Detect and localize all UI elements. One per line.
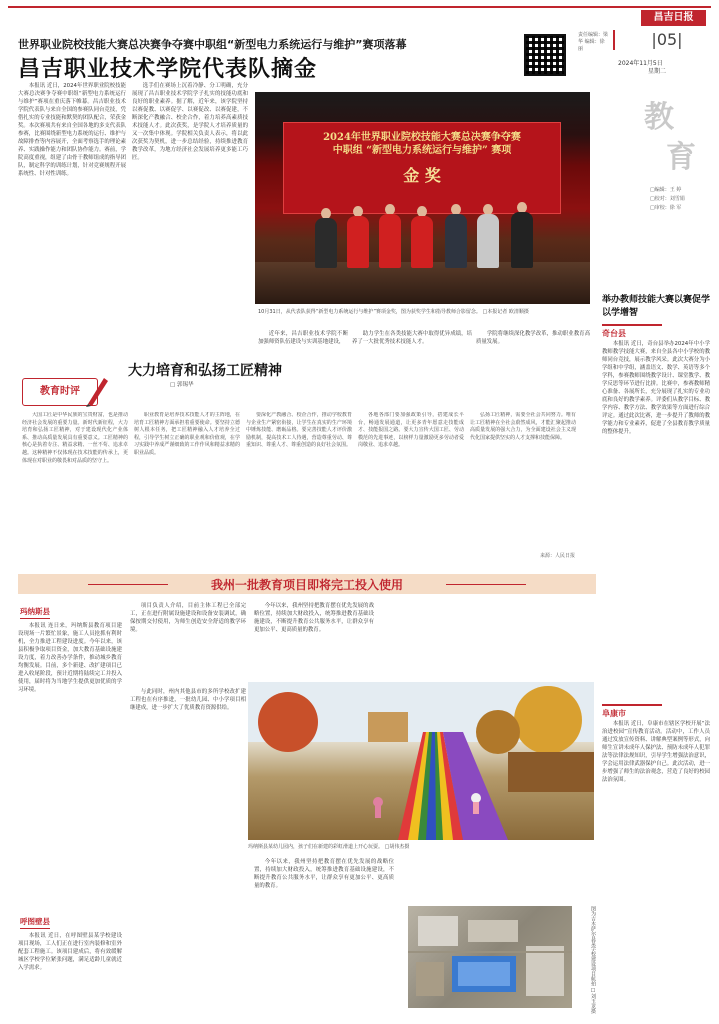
feature-title: 大力培育和弘扬工匠精神 — [128, 363, 282, 379]
issue-date: 2024年11月5日 — [618, 60, 663, 67]
credit-line: □审校：徐 军 — [650, 205, 682, 211]
section-glyph-2: 育 — [666, 140, 696, 175]
feature-column — [134, 412, 240, 552]
feature-body — [22, 412, 592, 552]
bottom-article-a-cont — [130, 602, 246, 682]
section-glyph-1: 教 — [644, 100, 674, 135]
person — [477, 214, 499, 268]
credit-line: □校对：刘雪娟 — [650, 196, 685, 202]
lead-column-5 — [476, 330, 590, 348]
region-tag-qitai: 奇台县 — [602, 324, 662, 339]
lead-paragraph: 近年来，昌吉职业技术学院不断加强师资队伍建设与实训基地建设， — [258, 331, 348, 345]
right-article-body-2 — [602, 720, 710, 1010]
person — [347, 216, 369, 268]
editor-side-text: 责任编辑：梁华 编辑：徐丽 — [578, 32, 609, 52]
article-paragraph: 本报讯 连日来，玛纳斯县教育项目建设现场一片繁忙景象，施工人员抢抓有利时机，全力推进工程建设进度。今年以来，该县积极争取项目资金，加大教育基础设施建设力度，着力改善办学条件，推动城乡教育均衡发展。目前，多个新建、改扩建项目已进入收尾阶段，预计近期将陆续完工并投入使用，届时将为当地学生提供更加优质的学习环境。 — [18, 623, 122, 693]
feature-column — [246, 412, 352, 552]
lead-column-1 — [18, 82, 126, 382]
aerial-photo-caption: 图为吉木萨尔县某学校建设项目航拍 □刘玉龙摄 — [590, 906, 596, 1014]
bottom-section-title: 我州一批教育项目即将完工投入使用 — [210, 578, 403, 592]
education-commentary-stamp: 教育时评 — [22, 378, 98, 406]
pen-icon — [82, 372, 112, 408]
lead-photo-caption: 10月31日，从代表队获得“新型电力系统运行与维护”赛项金奖，图为获奖学生和指导教师合影留念。 □本报记者 欧清顺摄 — [258, 309, 529, 315]
article-paragraph: 今年以来，我州坚持把教育摆在优先发展的战略位置，持续加大财政投入，统筹推进教育基础设施建设，不断提升教育公共服务水平，让群众享有更加公平、更高质量的教育。 — [254, 859, 394, 889]
page-number: |05| — [651, 30, 683, 49]
region-tag-manas: 玛纳斯县 — [20, 606, 50, 619]
feature-paragraph: 各地各部门要加强政策引导，搭建成长平台，畅通发展通道，让更多青年愿意走技能成才、技能报国之路。要大力宣传大国工匠、劳动模范的先进事迹，以榜样力量激励更多劳动者爱岗敬业、追求卓越。 — [358, 412, 464, 449]
newspaper-logo: 昌吉日报 — [641, 10, 706, 26]
feature-column — [358, 412, 464, 552]
credit-line: □编辑：王 婷 — [650, 187, 682, 193]
banner-title-line-1: 2024年世界职业院校技能大赛总决赛争夺赛 — [323, 132, 521, 143]
feature-column — [22, 412, 128, 552]
feature-paragraph: 弘扬工匠精神，需要全社会共同努力。唯有让工匠精神在全社会蔚然成风，才能汇聚起推动高质量发展的强大合力，为全面建设社会主义现代化国家提供坚实的人才支撑和技能保障。 — [470, 412, 576, 441]
bottom-article-a — [18, 622, 122, 912]
lead-kicker: 世界职业院校技能大赛总决赛争夺赛中职组“新型电力系统运行与维护”赛项落幕 — [18, 38, 407, 51]
bottom-article-c — [254, 602, 374, 678]
article-paragraph: 本报讯 近日，奇台县举办2024年中小学教师教学技能大赛，来自全县各中小学校的教师同台竞技，展示教学风采。此次大赛分为小学组和中学组，涵盖语文、数学、英语等多个学科，参赛教师围绕教学设计、课堂教学、教学反思等环节进行比拼。比赛中，参赛教师精心准备、各展所长，充分展现了扎实的专业功底和良好的教学素养。评委们从教学目标、教学内容、教学方法、教学效果等方面进行综合评定。通过此次比赛，进一步提升了教师的教学能力和专业素养，促进了全县教育教学质量的整体提升。 — [602, 341, 710, 435]
lead-column-2 — [132, 82, 248, 382]
article-paragraph: 项目负责人介绍，目前主体工程已全部完工，正在进行附属设施建设和设备安装调试，确保按期交付使用，为师生创造安全舒适的教学环境。 — [130, 603, 246, 633]
lead-headline: 昌吉职业技术学院代表队摘金 — [18, 56, 318, 82]
feature-source: 来源：人民日报 — [540, 553, 576, 559]
issue-weekday: 星期二 — [648, 68, 667, 75]
article-paragraph: 本报讯 近日，在呼图壁县某学校建设项目现场，工人们正在进行室内装修和室外配套工程施工。该项目建成后，将有效缓解城区学校学位紧张问题，满足适龄儿童就近入学需求。 — [18, 933, 122, 971]
person — [511, 212, 533, 268]
lead-paragraph: 助力学生在各类技能大赛中取得优异成绩，培养了一大批优秀技术技能人才。 — [352, 331, 472, 345]
feature-paragraph: 大国工匠是中华民族的宝贵财富，也是推动经济社会发展的重要力量。新时代新征程，大力培育和弘扬工匠精神，对于建设现代化产业体系、推动高质量发展具有重要意义。工匠精神的核心是执着专注、精益求精、一丝不苟、追求卓越。这种精神不仅体现在技术技能的传承上，更体现在对职业的敬畏和对品质的坚守上。 — [22, 412, 128, 464]
article-paragraph: 本报讯 近日，阜康市在辖区学校开展“法治进校园”宣传教育活动。活动中，工作人员通过发放宣传资料、讲解典型案例等形式，向师生宣讲未成年人保护法、预防未成年人犯罪法等法律法规知识，引导学生增强法治意识，学会运用法律武器保护自己。此次活动，进一步增强了师生的法治观念，营造了良好的校园法治氛围。 — [602, 721, 710, 783]
right-article-headline: 举办教师技能大赛以赛促学以学增智 — [602, 295, 711, 318]
lead-paragraph: 选手们在赛场上沉着冷静、分工明确，充分展现了昌吉职业技术学院学子扎实的技能功底和良好的职业素养。据了解，近年来，该学院坚持以赛促教、以赛促学、以赛促改、以赛促建，不断深化产教融合、校企合作，着力培养高素质技术技能人才。此次获奖，是学院人才培养质量的又一次集中体现。学院相关负责人表示，将以此次获奖为契机，进一步总结经验，持续推进教育教学改革，为地方经济社会发展培养更多能工巧匠。 — [132, 83, 248, 161]
qr-code-icon[interactable] — [524, 34, 566, 76]
stage-banner — [283, 122, 561, 214]
right-article-body — [602, 340, 710, 700]
stage-floor — [255, 262, 590, 304]
lead-column-3 — [258, 330, 348, 348]
region-tag-fukang: 阜康市 — [602, 704, 662, 719]
bottom-article-e — [254, 858, 394, 1008]
person — [411, 216, 433, 268]
person — [315, 218, 337, 268]
page-divider — [613, 30, 615, 50]
feature-paragraph: 职业教育是培养技术技能人才的主阵地，在培育工匠精神方面承担着重要使命。要坚持立德树人根本任务，把工匠精神融入人才培养全过程，引导学生树立正确的职业观和价值观，在学习实践中养成严谨细致的工作作风和精益求精的职业品质。 — [134, 412, 240, 456]
lead-paragraph: 学院将继续深化教学改革，推动职业教育高质量发展。 — [476, 331, 590, 345]
editor-credits — [650, 186, 710, 213]
banner-award: 金 奖 — [403, 166, 441, 185]
aerial-school-photo — [408, 906, 572, 1008]
person — [379, 214, 401, 268]
banner-title-line-2: 中职组 “新型电力系统运行与维护” 赛项 — [332, 145, 512, 156]
region-tag-hutubi: 呼图壁县 — [20, 916, 50, 929]
bottom-article-d — [130, 688, 246, 998]
playground-illustration — [248, 682, 594, 840]
article-paragraph: 与此同时，州内其他县市的多所学校改扩建工程也在有序推进，一批幼儿园、中小学项目相继建成，进一步扩大了优质教育资源供给。 — [130, 689, 246, 711]
article-paragraph: 今年以来，我州坚持把教育摆在优先发展的战略位置，持续加大财政投入，统筹推进教育基础设施建设，不断提升教育公共服务水平，让群众享有更加公平、更高质量的教育。 — [254, 603, 374, 633]
banner-title — [284, 131, 560, 157]
playground-photo-caption: 玛纳斯县某幼儿园内，孩子们在新建的彩虹滑道上开心玩耍。 □胡伟杰摄 — [248, 844, 410, 850]
section-label — [640, 92, 700, 182]
feature-paragraph: 要深化产教融合、校企合作，推动学校教育与企业生产紧密衔接，让学生在真实的生产环境中锤炼技能、磨砺品格。要完善技能人才评价激励机制，提高技术工人待遇，营造尊重劳动、尊重知识、尊重人才、尊重创造的良好社会氛围。 — [246, 412, 352, 449]
lead-paragraph: 本报讯 近日，2024年世界职业院校技能大赛总决赛争夺赛中职组“新型电力系统运行与维护”赛项在重庆落下帷幕。昌吉职业技术学院代表队与来自全国的参赛队同台竞技，凭借扎实的专业技能和默契的团队配合，荣获金奖。本次赛项共有来自全国各地的多支代表队参赛，比赛围绕新型电力系统的运行、维护与故障排查等内容展开，全面考察选手的理论素养、实践操作能力和团队协作能力。赛前，学院高度重视，组建了由骨干教师组成的指导团队，制定科学的训练计划，针对竞赛规程开展系统性、针对性训练。 — [18, 83, 126, 177]
aerial-illustration — [408, 906, 572, 1008]
feature-column — [470, 412, 576, 552]
lead-column-4 — [352, 330, 472, 348]
masthead-rule — [8, 6, 711, 8]
playground-photo — [248, 682, 594, 840]
person — [445, 214, 467, 268]
bottom-article-b — [18, 932, 122, 1014]
award-ceremony-photo — [255, 92, 590, 304]
feature-author: □ 郭锡华 — [170, 382, 194, 388]
